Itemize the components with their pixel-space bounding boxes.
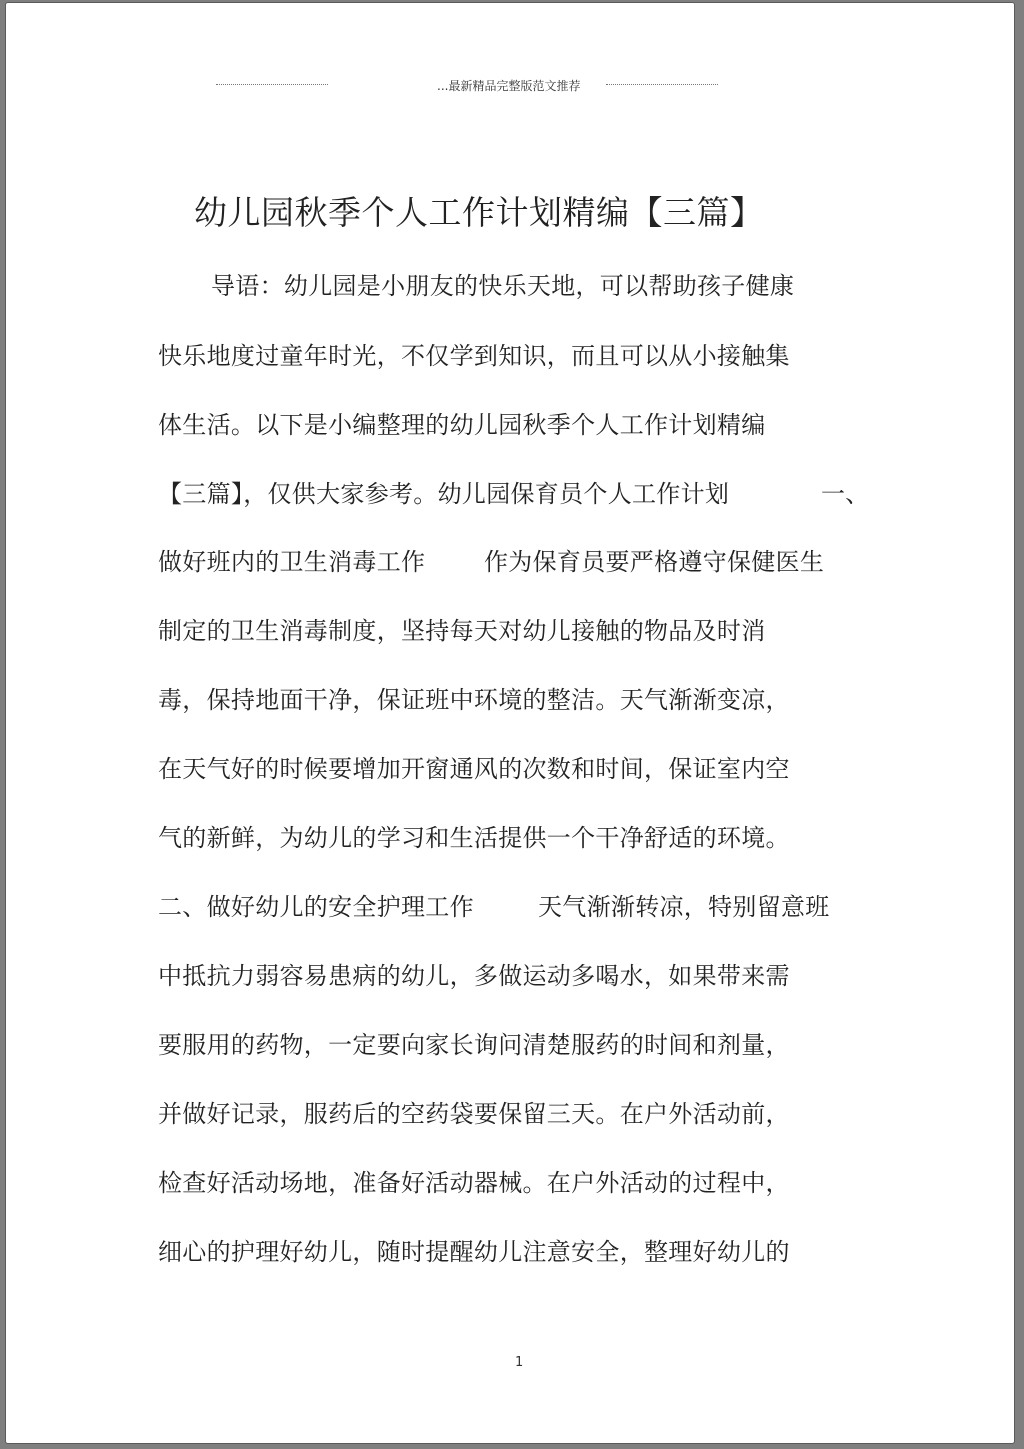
body-line bbox=[158, 336, 790, 371]
body-line bbox=[158, 749, 790, 784]
body-line-text: 【三篇】，仅供大家参考。幼儿园保育员个人工作计划 bbox=[158, 480, 730, 508]
body-line-text: 要服用的药物，一定要向家长询问清楚服药的时间和剂量， bbox=[158, 1031, 790, 1059]
body-line-fragment bbox=[821, 474, 870, 509]
body-line-text: 中抵抗力弱容易患病的幼儿，多做运动多喝水，如果带来需 bbox=[158, 962, 790, 990]
body-line-text: 毒，保持地面干净，保证班中环境的整洁。天气渐渐变凉， bbox=[158, 686, 790, 714]
body-line bbox=[158, 474, 729, 509]
page-number: 1 bbox=[515, 1355, 524, 1370]
body-line bbox=[211, 266, 794, 301]
body-line-text: 检查好活动场地，准备好活动器械。在户外活动的过程中， bbox=[158, 1169, 790, 1197]
body-line bbox=[158, 542, 425, 577]
body-line-fragment bbox=[484, 542, 824, 577]
document-page bbox=[6, 3, 1014, 1443]
body-line-text: 做好班内的卫生消毒工作 bbox=[158, 548, 426, 576]
body-line bbox=[158, 1025, 790, 1060]
body-line-text: 气的新鲜，为幼儿的学习和生活提供一个干净舒适的环境。 bbox=[158, 824, 790, 852]
body-line-text: 并做好记录，服药后的空药袋要保留三天。在户外活动前， bbox=[158, 1100, 790, 1128]
body-line bbox=[158, 680, 790, 715]
body-line-text: 细心的护理好幼儿，随时提醒幼儿注意安全，整理好幼儿的 bbox=[158, 1238, 790, 1266]
body-line-text: 一、 bbox=[821, 480, 870, 508]
body-line bbox=[158, 956, 790, 991]
document-title: 幼儿园秋季个人工作计划精编【三篇】 bbox=[194, 193, 764, 232]
body-line-text: 天气渐渐转凉，特别留意班 bbox=[538, 893, 830, 921]
body-line bbox=[158, 405, 766, 440]
body-line-fragment bbox=[538, 887, 830, 922]
header-dotted-rule-left bbox=[216, 84, 328, 85]
body-line-text: 制定的卫生消毒制度，坚持每天对幼儿接触的物品及时消 bbox=[158, 617, 766, 645]
page-header bbox=[216, 77, 721, 93]
header-dotted-rule-right bbox=[606, 84, 718, 85]
body-line bbox=[158, 887, 474, 922]
body-line bbox=[158, 1094, 790, 1129]
body-line-text: 在天气好的时候要增加开窗通风的次数和时间，保证室内空 bbox=[158, 755, 790, 783]
body-line bbox=[158, 1163, 790, 1198]
body-line-text: 快乐地度过童年时光，不仅学到知识，而且可以从小接触集 bbox=[158, 342, 790, 370]
body-line bbox=[158, 611, 766, 646]
body-line bbox=[158, 818, 790, 853]
body-line-text: 作为保育员要严格遵守保健医生 bbox=[484, 548, 825, 576]
body-line bbox=[158, 1232, 790, 1267]
body-line-text: 体生活。以下是小编整理的幼儿园秋季个人工作计划精编 bbox=[158, 411, 766, 439]
body-line-text: 导语：幼儿园是小朋友的快乐天地，可以帮助孩子健康 bbox=[211, 272, 795, 300]
header-text: ...最新精品完整版范文推荐 bbox=[437, 79, 581, 93]
body-line-text: 二、做好幼儿的安全护理工作 bbox=[158, 893, 474, 921]
